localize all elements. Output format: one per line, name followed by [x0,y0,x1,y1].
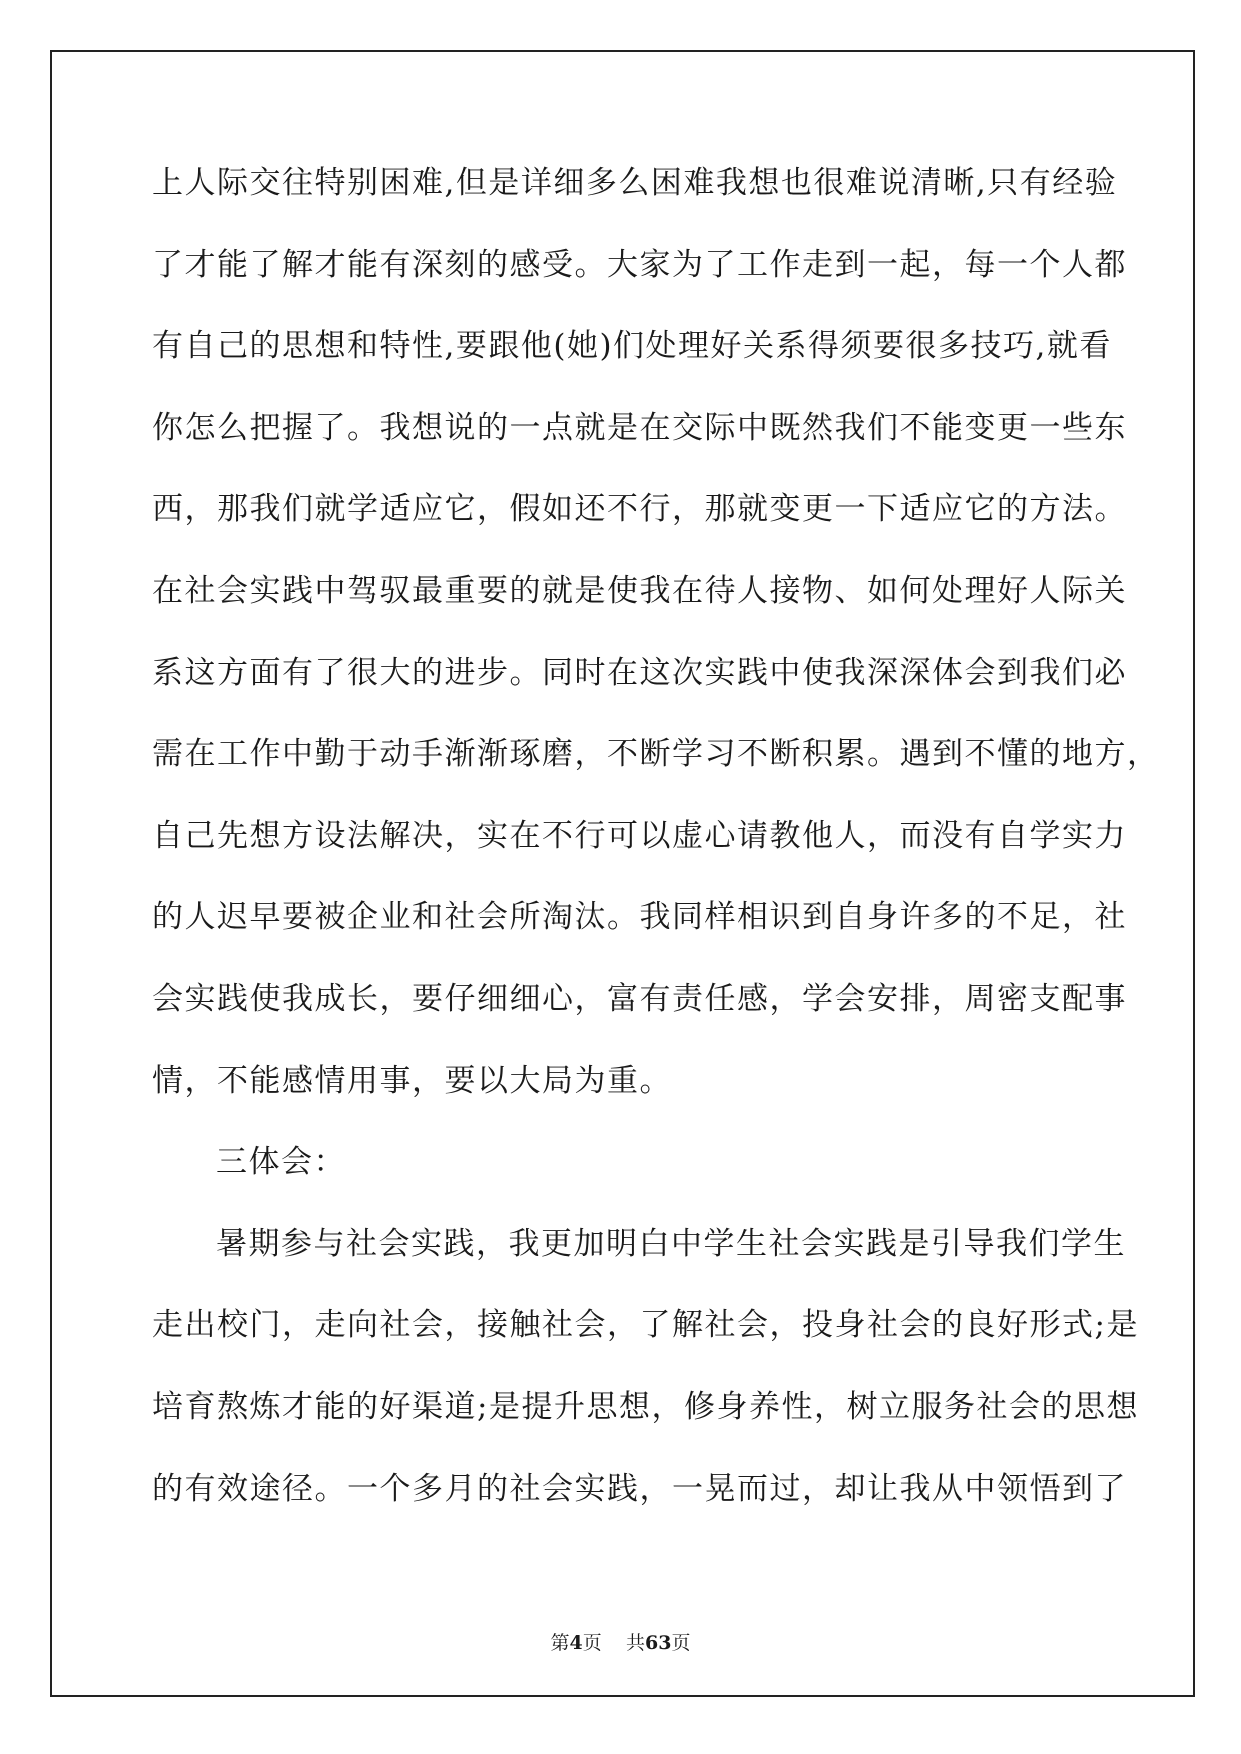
total-prefix: 共 [625,1632,645,1654]
page-suffix: 页 [582,1632,602,1654]
text-line: 了才能了解才能有深刻的感受。大家为了工作走到一起，每一个人都 [152,246,1127,283]
text-line: 的人迟早要被企业和社会所淘汰。我同样相识到自身许多的不足，社 [152,899,1127,936]
text-line: 暑期参与社会实践，我更加明白中学生社会实践是引导我们学生 [216,1225,1126,1262]
text-line: 系这方面有了很大的进步。同时在这次实践中使我深深体会到我们必 [152,654,1127,691]
text-line: 在社会实践中驾驭最重要的就是使我在待人接物、如何处理好人际关 [152,572,1127,609]
document-body [152,163,1160,1550]
text-line: 需在工作中勤于动手渐渐琢磨，不断学习不断积累。遇到不懂的地方， [152,736,1160,773]
text-line: 的有效途径。一个多月的社会实践，一晃而过，却让我从中领悟到了 [152,1470,1127,1507]
text-line: 你怎么把握了。我想说的一点就是在交际中既然我们不能变更一些东 [152,409,1127,446]
page-number: 4 [569,1632,583,1654]
text-line: 自己先想方设法解决，实在不行可以虚心请教他人，而没有自学实力 [152,817,1127,854]
page-footer [0,1631,1241,1655]
text-line: 会实践使我成长，要仔细细心，富有责任感，学会安排，周密支配事 [152,980,1127,1017]
text-line: 情，不能感情用事，要以大局为重。 [152,1062,672,1099]
text-line: 培育熬炼才能的好渠道;是提升思想，修身养性，树立服务社会的思想 [152,1388,1139,1425]
page-prefix: 第 [550,1632,570,1654]
text-line: 西，那我们就学适应它，假如还不行，那就变更一下适应它的方法。 [152,491,1127,528]
text-line: 走出校门，走向社会，接触社会，了解社会，投身社会的良好形式;是 [152,1307,1139,1344]
total-suffix: 页 [671,1632,691,1654]
text-line: 上人际交往特别困难,但是详细多么困难我想也很难说清晰,只有经验 [152,165,1118,201]
total-pages: 63 [644,1632,672,1654]
section-heading: 三体会： [216,1144,346,1181]
text-line: 有自己的思想和特性,要跟他(她)们处理好关系得须要很多技巧,就看 [152,328,1112,365]
